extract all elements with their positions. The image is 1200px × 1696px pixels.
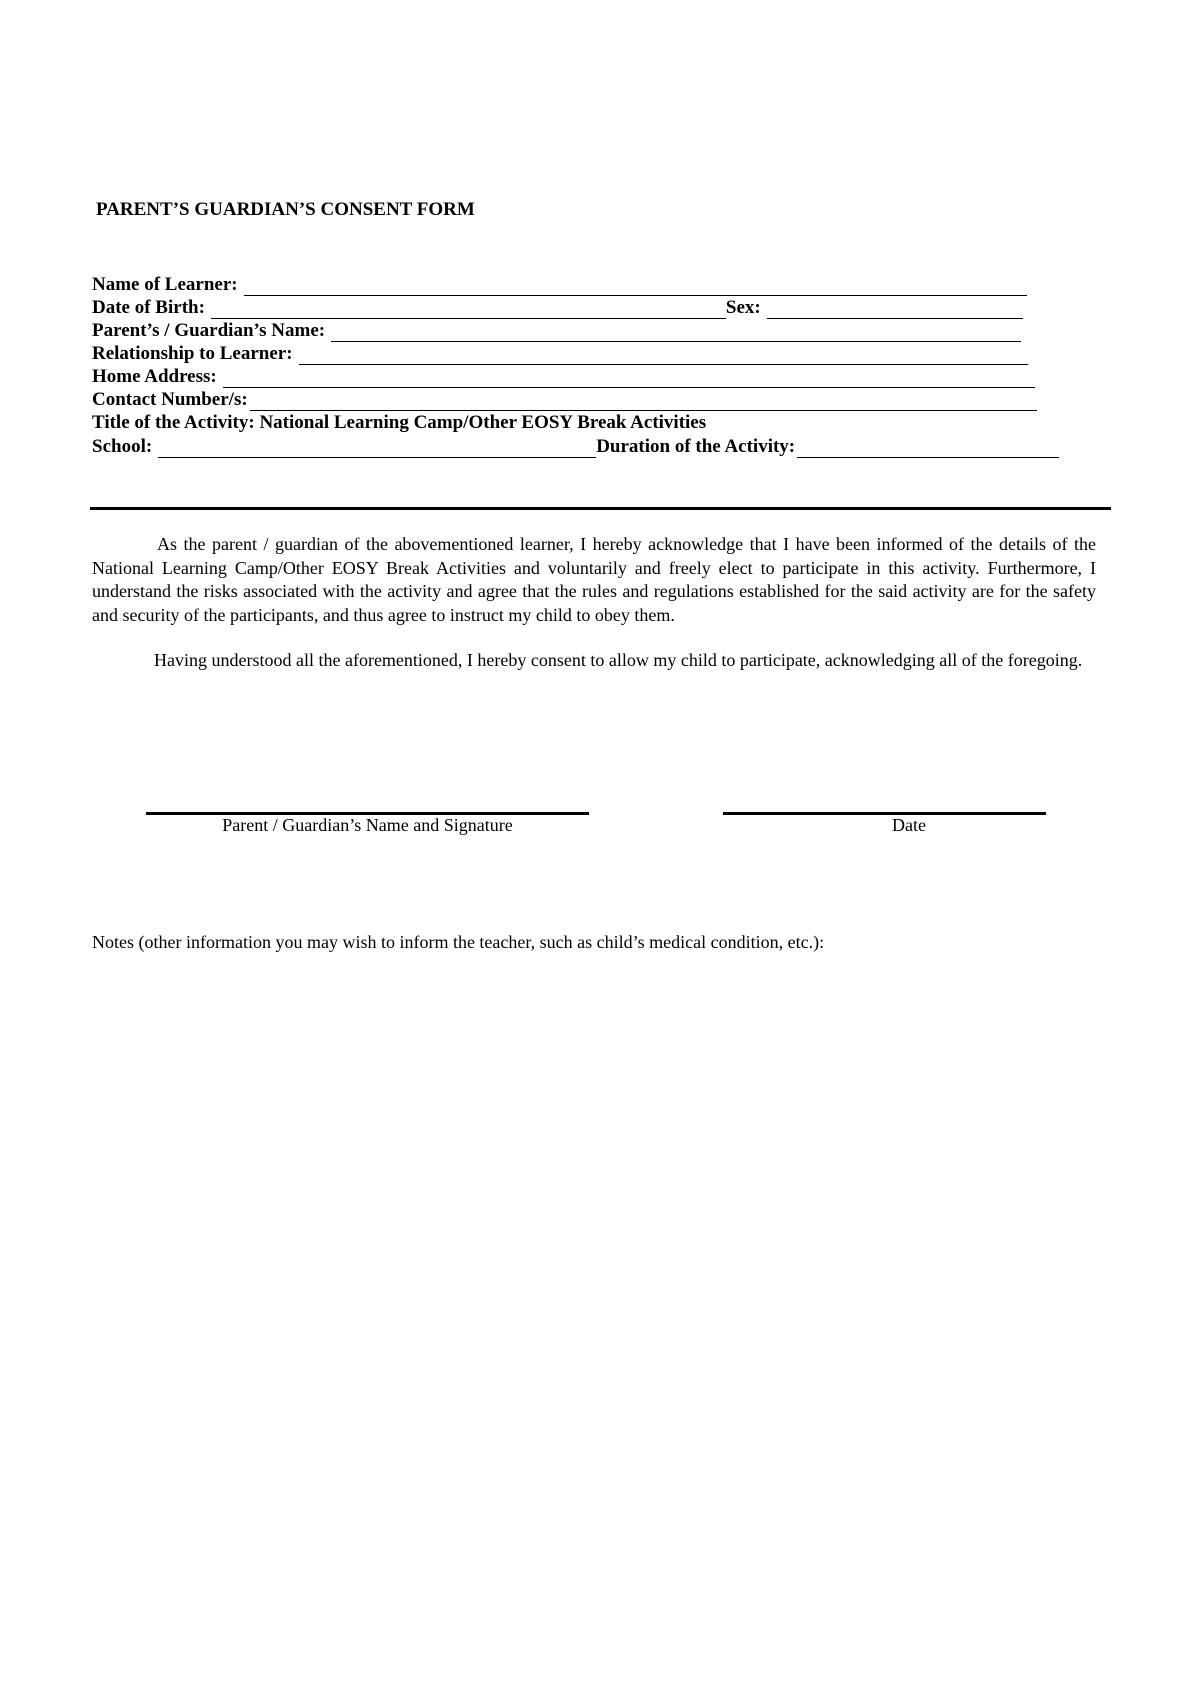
- date-of-birth-label: Date of Birth:: [92, 297, 205, 318]
- guardian-name-label: Parent’s / Guardian’s Name:: [92, 320, 326, 341]
- school-label: School:: [92, 436, 153, 457]
- date-caption: Date: [892, 815, 926, 835]
- home-address-field[interactable]: [223, 369, 1035, 388]
- form-title: PARENT’S GUARDIAN’S CONSENT FORM: [96, 199, 475, 220]
- acknowledgement-paragraph: As the parent / guardian of the abovementioned learner, I hereby acknowledge that I have been informed of the details of the National Learning Camp/Other EOSY Break Activities and voluntarily and freely elect to participate in this activity. Furthermore, I understand the risks associated with the activity and agree that the rules and regulations established for the said activity are for the safety and security of the participants, and thus agree to instruct my child to obey them.: [92, 534, 1096, 625]
- guardian-signature-caption: Parent / Guardian’s Name and Signature: [222, 815, 513, 835]
- school-duration-row: [92, 434, 1059, 458]
- relationship-label: Relationship to Learner:: [92, 343, 293, 364]
- duration-field[interactable]: [797, 439, 1059, 458]
- home-address-row: [92, 364, 1035, 388]
- sex-label: Sex:: [725, 297, 761, 318]
- notes-label: Notes (other information you may wish to inform the teacher, such as child’s medical condition, etc.):: [92, 932, 825, 952]
- school-field[interactable]: [158, 439, 596, 458]
- date-of-birth-field[interactable]: [211, 300, 726, 319]
- duration-label: Duration of the Activity:: [596, 436, 796, 457]
- guardian-name-row: [92, 318, 1021, 342]
- learner-name-label: Name of Learner:: [92, 274, 238, 295]
- home-address-label: Home Address:: [92, 366, 217, 387]
- relationship-row: [92, 341, 1028, 365]
- sex-field[interactable]: [767, 300, 1023, 319]
- learner-name-field[interactable]: [244, 277, 1027, 296]
- consent-paragraph: Having understood all the aforementioned, I hereby consent to allow my child to participate, acknowledging all of the foregoing.: [154, 650, 1083, 670]
- activity-title-row: [92, 410, 706, 434]
- relationship-field[interactable]: [299, 346, 1028, 365]
- guardian-name-field[interactable]: [331, 323, 1021, 342]
- birth-sex-row: [92, 295, 1023, 319]
- section-divider: [90, 507, 1111, 510]
- contact-numbers-row: [92, 387, 1037, 411]
- activity-title-label: Title of the Activity: National Learning Camp/Other EOSY Break Activities: [92, 412, 707, 433]
- contact-numbers-field[interactable]: [250, 392, 1037, 411]
- contact-numbers-label: Contact Number/s:: [92, 389, 248, 410]
- learner-name-row: [92, 272, 1027, 296]
